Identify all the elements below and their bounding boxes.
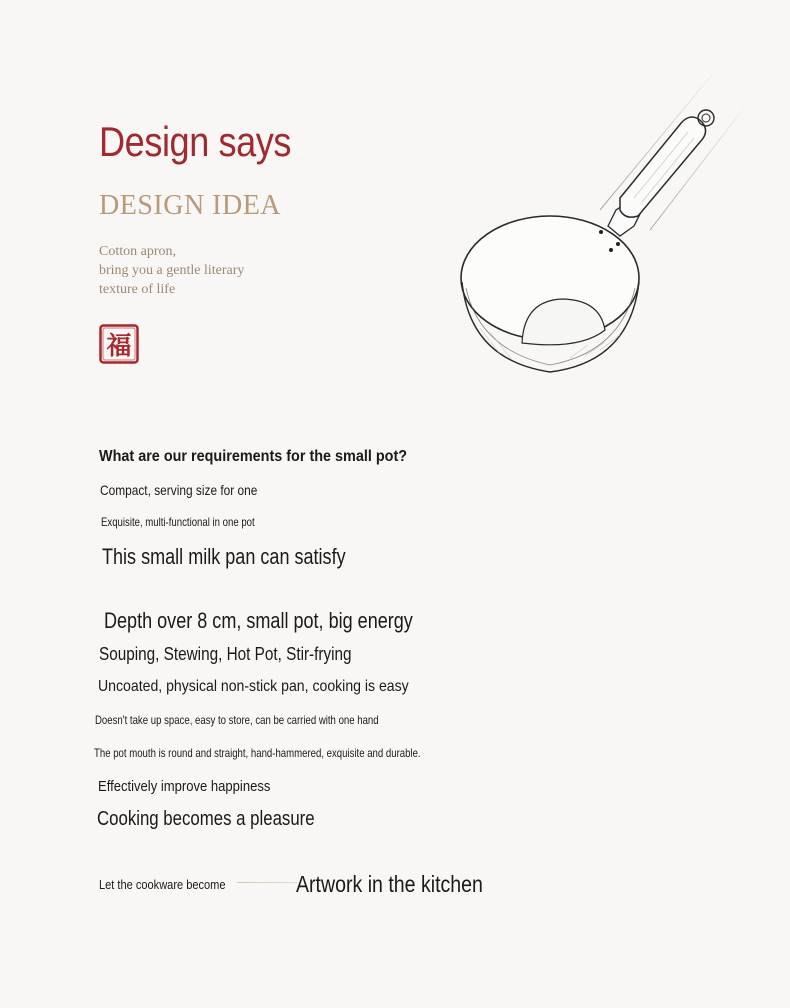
closing-right-text: Artwork in the kitchen: [296, 871, 483, 897]
requirement-answer: This small milk pan can satisfy: [102, 544, 346, 569]
requirements-question: What are our requirements for the small pot?: [99, 448, 408, 465]
seal-character: 福: [106, 331, 132, 360]
page-title: Design says: [99, 118, 292, 165]
page-subtitle: DESIGN IDEA: [99, 190, 282, 221]
requirement-point: Exquisite, multi-functional in one pot: [101, 515, 255, 529]
happiness-line: Effectively improve happiness: [98, 778, 271, 795]
pan-sketch-illustration: [420, 60, 760, 430]
intro-line: texture of life: [99, 282, 176, 297]
feature-line: Souping, Stewing, Hot Pot, Stir-frying: [99, 644, 352, 664]
happiness-line: Cooking becomes a pleasure: [97, 808, 315, 830]
feature-line: The pot mouth is round and straight, hand-hammered, exquisite and durable.: [94, 746, 421, 760]
feature-line: Doesn't take up space, easy to store, can be carried with one hand: [95, 713, 379, 727]
requirement-point: Compact, serving size for one: [100, 482, 258, 498]
intro-line: bring you a gentle literary: [99, 263, 245, 278]
intro-text: [99, 242, 319, 299]
feature-line: Uncoated, physical non-stick pan, cooking is easy: [98, 678, 409, 695]
feature-line: Depth over 8 cm, small pot, big energy: [104, 608, 413, 633]
intro-line: Cotton apron,: [99, 244, 176, 259]
seal-stamp-icon: [99, 324, 139, 364]
closing-divider: [237, 882, 297, 883]
closing-left-text: Let the cookware become: [99, 877, 226, 892]
